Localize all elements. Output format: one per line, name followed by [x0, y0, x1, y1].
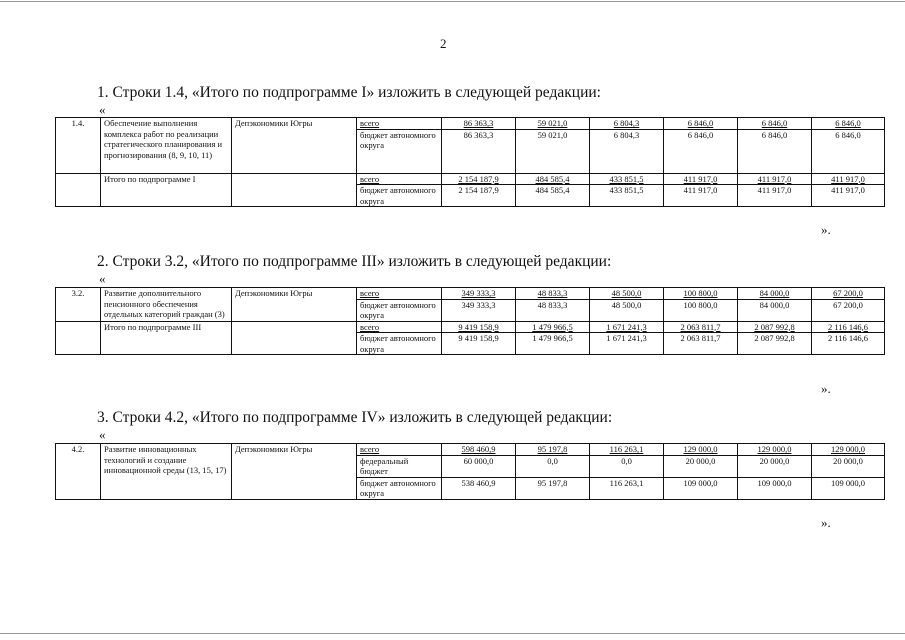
amount-cell: 100 800,0	[664, 299, 738, 321]
amount-cell: 0,0	[516, 455, 590, 477]
amount-cell: 100 800,0	[664, 288, 738, 300]
funding-source: бюджет автономного округа	[357, 185, 442, 207]
amount-cell: 433 851,5	[590, 185, 664, 207]
amount-cell: 2 087 992,8	[738, 333, 812, 355]
amount-cell: 116 263,1	[590, 477, 664, 499]
opening-quote: «	[99, 102, 106, 117]
row-number: 1.4.	[56, 118, 101, 174]
table-row	[56, 118, 885, 130]
amount-cell: 6 846,0	[738, 129, 812, 173]
scan-edge-top	[0, 1, 905, 2]
amount-cell: 6 846,0	[812, 129, 885, 173]
amount-cell: 1 479 966,5	[516, 333, 590, 355]
page-number: 2	[440, 36, 447, 51]
amount-cell: 9 419 158,9	[442, 321, 516, 333]
amount-cell: 433 851,5	[590, 173, 664, 185]
amount-cell: 6 846,0	[664, 129, 738, 173]
funding-source: бюджет автономного округа	[357, 477, 442, 499]
amount-cell: 2 063 811,7	[664, 321, 738, 333]
amount-cell: 84 000,0	[738, 288, 812, 300]
subtotal-label: Итого по подпрограмме III	[101, 321, 232, 355]
amount-cell: 20 000,0	[738, 455, 812, 477]
amount-cell: 129 000,0	[812, 444, 885, 456]
amount-cell: 67 200,0	[812, 288, 885, 300]
amount-cell: 109 000,0	[812, 477, 885, 499]
amount-cell: 411 917,0	[738, 173, 812, 185]
section-1-heading: 1. Строки 1.4, «Итого по подпрограмме I» изложить в следующей редакции:	[97, 84, 601, 101]
amount-cell: 129 000,0	[664, 444, 738, 456]
amount-cell: 2 087 992,8	[738, 321, 812, 333]
funding-source: бюджет автономного округа	[357, 299, 442, 321]
amount-cell: 109 000,0	[664, 477, 738, 499]
amount-cell: 1 671 241,3	[590, 321, 664, 333]
funding-source: всего	[357, 444, 442, 456]
opening-quote: «	[99, 427, 106, 442]
amount-cell: 1 479 966,5	[516, 321, 590, 333]
row-number	[56, 173, 101, 207]
amount-cell: 6 804,3	[590, 118, 664, 130]
responsible-executor: Депэкономики Югры	[232, 444, 357, 500]
amount-cell: 2 154 187,9	[442, 185, 516, 207]
funding-source: всего	[357, 288, 442, 300]
amount-cell: 6 846,0	[738, 118, 812, 130]
funding-source: бюджет автономного округа	[357, 333, 442, 355]
closing-quote: ».	[821, 222, 831, 237]
table-row	[56, 288, 885, 300]
amount-cell: 411 917,0	[812, 173, 885, 185]
amount-cell: 6 804,3	[590, 129, 664, 173]
responsible-executor: Депэкономики Югры	[232, 288, 357, 322]
amount-cell: 2 063 811,7	[664, 333, 738, 355]
amount-cell: 411 917,0	[812, 185, 885, 207]
amount-cell: 484 585,4	[516, 185, 590, 207]
amount-cell: 349 333,3	[442, 299, 516, 321]
amendment-table-3	[55, 443, 885, 500]
amount-cell: 349 333,3	[442, 288, 516, 300]
funding-source: бюджет автономного округа	[357, 129, 442, 173]
amount-cell: 0,0	[590, 455, 664, 477]
amount-cell: 48 833,3	[516, 288, 590, 300]
row-number: 4.2.	[56, 444, 101, 500]
table-row	[56, 444, 885, 456]
amendment-table-2	[55, 287, 885, 355]
responsible-executor: Депэкономики Югры	[232, 118, 357, 174]
amount-cell: 2 116 146,6	[812, 321, 885, 333]
amount-cell: 20 000,0	[664, 455, 738, 477]
responsible-executor	[232, 173, 357, 207]
row-number	[56, 321, 101, 355]
amount-cell: 6 846,0	[812, 118, 885, 130]
amount-cell: 48 833,3	[516, 299, 590, 321]
amount-cell: 48 500,0	[590, 299, 664, 321]
activity-name: Развитие инновационных технологий и создание инновационной среды (13, 15, 17)	[101, 444, 232, 500]
responsible-executor	[232, 321, 357, 355]
amount-cell: 84 000,0	[738, 299, 812, 321]
amount-cell: 116 263,1	[590, 444, 664, 456]
funding-source: всего	[357, 118, 442, 130]
closing-quote: ».	[821, 381, 831, 396]
amount-cell: 67 200,0	[812, 299, 885, 321]
amount-cell: 2 154 187,9	[442, 173, 516, 185]
activity-name: Развитие дополнительного пенсионного обеспечения отдельных категорий граждан (3)	[101, 288, 232, 322]
closing-quote: ».	[821, 515, 831, 530]
amount-cell: 538 460,9	[442, 477, 516, 499]
amount-cell: 86 363,3	[442, 129, 516, 173]
amount-cell: 20 000,0	[812, 455, 885, 477]
amount-cell: 598 460,9	[442, 444, 516, 456]
section-2-heading: 2. Строки 3.2, «Итого по подпрограмме III» изложить в следующей редакции:	[97, 253, 612, 270]
amount-cell: 484 585,4	[516, 173, 590, 185]
amount-cell: 1 671 241,3	[590, 333, 664, 355]
section-3-heading: 3. Строки 4.2, «Итого по подпрограмме IV» изложить в следующей редакции:	[97, 409, 613, 426]
scan-edge-bottom	[0, 633, 905, 634]
amount-cell: 86 363,3	[442, 118, 516, 130]
amount-cell: 95 197,8	[516, 477, 590, 499]
amount-cell: 411 917,0	[738, 185, 812, 207]
funding-source: всего	[357, 321, 442, 333]
opening-quote: «	[99, 271, 106, 286]
amount-cell: 48 500,0	[590, 288, 664, 300]
amount-cell: 59 021,0	[516, 129, 590, 173]
funding-source: федеральный бюджет	[357, 455, 442, 477]
amount-cell: 60 000,0	[442, 455, 516, 477]
amount-cell: 6 846,0	[664, 118, 738, 130]
amendment-table-1	[55, 117, 885, 207]
amount-cell: 2 116 146,6	[812, 333, 885, 355]
table-row	[56, 321, 885, 333]
funding-source: всего	[357, 173, 442, 185]
activity-name: Обеспечение выполнения комплекса работ по реализации стратегического планирования и прогнозирования (8, 9, 10, 11)	[101, 118, 232, 174]
amount-cell: 109 000,0	[738, 477, 812, 499]
amount-cell: 9 419 158,9	[442, 333, 516, 355]
amount-cell: 129 000,0	[738, 444, 812, 456]
amount-cell: 95 197,8	[516, 444, 590, 456]
amount-cell: 59 021,0	[516, 118, 590, 130]
subtotal-label: Итого по подпрограмме I	[101, 173, 232, 207]
row-number: 3.2.	[56, 288, 101, 322]
amount-cell: 411 917,0	[664, 185, 738, 207]
table-row	[56, 173, 885, 185]
amount-cell: 411 917,0	[664, 173, 738, 185]
